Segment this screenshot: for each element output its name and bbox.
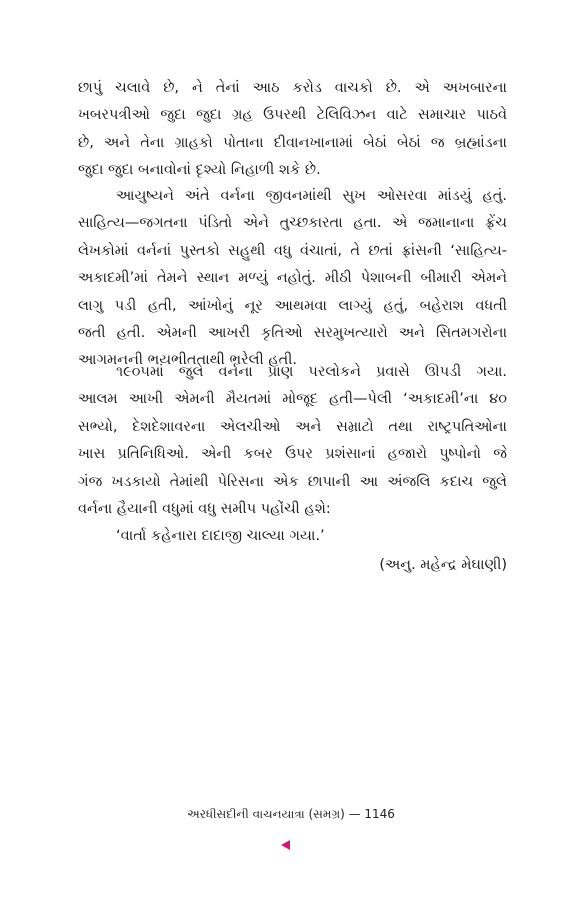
page-footer: અરધીસદીની વાચનયાત્રા (સમગ્ર) — 1146 — [187, 807, 395, 821]
paragraph-3-line-6: વર્નના હૈયાની વધુમાં વધુ સમીપ પહોંચી હશે: — [78, 501, 331, 518]
paragraph-2-line-1: આયુષ્યને અંતે વર્નના જીવનમાંથી સુખ ઓસરવા માંડયું હતું. — [116, 188, 507, 204]
paragraph-3-line-5: ગંજ ખડકાયો તેમાંથી પેરિસના એક છાપાની આ અંજલિ કદાચ જુલે — [78, 473, 507, 490]
translator-credit: (અનુ. મહેન્દ્ર મેઘાણી) — [379, 557, 507, 573]
paragraph-3-line-1: ૧૯૦૫માં જુલે વર્નના પ્રાણ પરલોકને પ્રવાસે ઊપડી ગયા. — [116, 364, 507, 380]
paragraph-2-line-7: આગમનની ભયભીતતાથી ભરેલી હતી. — [78, 352, 297, 369]
paragraph-1-line-3: છે, અને તેના ગ્રાહકો પોતાના દીવાનખાનામાં બેઠાં બેઠાં જ બ્રહ્માંડના — [78, 134, 507, 151]
paragraph-2-line-6: જતી હતી. એમની આખરી કૃતિઓ સરમુખત્યારો અને સિતમગરોના — [78, 325, 507, 342]
previous-page-arrow-icon[interactable] — [281, 840, 290, 850]
paragraph-3 — [78, 359, 507, 523]
paragraph-3-line-3: સભ્યો, દેશદેશાવરના એલચીઓ અને સમ્રાટો તથા રાષ્ટ્રપતિઓના — [78, 418, 507, 435]
paragraph-2-line-4: અકાદમી’માં તેમને સ્થાન મળ્યું નહોતું. મીઠી પેશાબની બીમારી એમને — [78, 270, 507, 287]
paragraph-1-line-4: જુદા જુદા બનાવોનાં દૃશ્યો નિહાળી શકે છે. — [78, 162, 321, 179]
paragraph-2-line-3: લેખકોમાં વર્નનાં પુસ્તકો સહુથી વધુ વંચાતાં, તે છતાં ફ્રાંસની ‘સાહિત્ય- — [78, 242, 507, 259]
paragraph-1-line-1: છાપું ચલાવે છે, ને તેનાં આઠ કરોડ વાચકો છે. એ અખબારના — [78, 80, 507, 96]
paragraph-1 — [78, 75, 507, 185]
paragraph-2-line-5: લાગુ પડી હતી, આંખોનું નૂર આથમવા લાગ્યું હતું, બહેરાશ વધતી — [78, 297, 507, 314]
paragraph-2 — [78, 183, 507, 375]
paragraph-3-line-4: ખાસ પ્રતિનિધિઓ. એની કબર ઉપર પ્રશંસાનાં હજારો પુષ્પોનો જે — [78, 446, 507, 463]
paragraph-3-line-2: આલમ આખી એમની મૈયતમાં મોજૂદ હતી—પેલી ‘અકાદમી’ના ૪૦ — [78, 391, 507, 408]
paragraph-1-line-2: ખબરપત્રીઓ જુદા જુદા ગ્રહ ઉપરથી ટેલિવિઝન વાટે સમાચાર પાઠવે — [78, 107, 507, 124]
paragraph-2-line-2: સાહિત્ય—જગતના પંડિતો એને તુચ્છકારતા હતા. એ જમાનાના ફ્રેંચ — [78, 215, 507, 232]
closing-quote: ‘વાર્તા કહેનારા દાદાજી ચાલ્યા ગયા.’ — [116, 528, 325, 544]
